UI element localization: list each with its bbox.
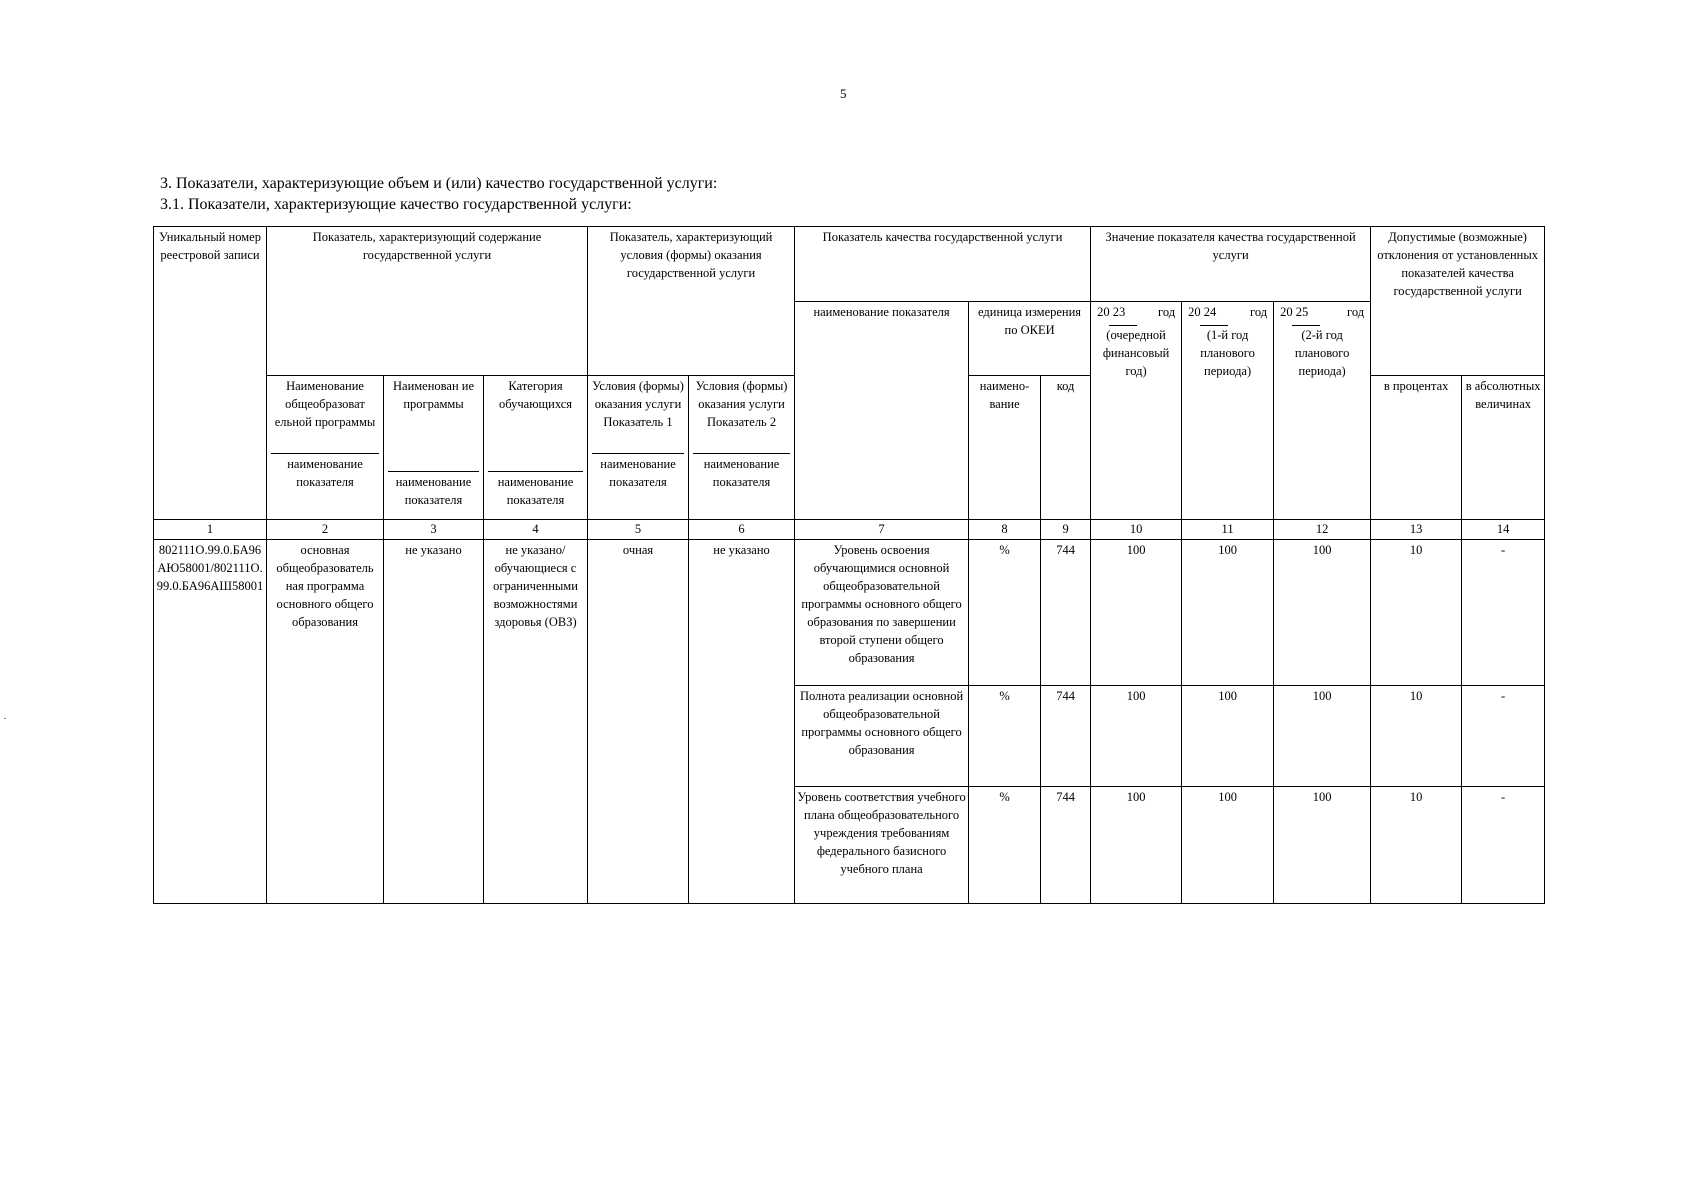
header-year-2025: 20 25 год (2-й год планового периода)	[1274, 301, 1371, 519]
value-2024: 100	[1182, 685, 1274, 786]
col-number: 11	[1182, 519, 1274, 539]
indicator-name: Уровень освоения обучающимися основной общеобразовательной программы основного общего образования по завершении второй ступени общего образования	[795, 539, 969, 685]
deviation-percent: 10	[1371, 685, 1462, 786]
value-2023: 100	[1091, 685, 1182, 786]
unit-value: %	[969, 685, 1041, 786]
header-program: Наименование общеобразоват ельной программы наименование показателя	[267, 375, 384, 519]
header-unique-number: Уникальный номер реестровой записи	[154, 227, 267, 520]
header-value-group: Значение показателя качества государственной услуги	[1091, 227, 1371, 302]
condition-1-value: очная	[588, 539, 689, 903]
header-program-name: Наименован ие программы наименование показателя	[384, 375, 484, 519]
deviation-percent: 10	[1371, 539, 1462, 685]
indicator-name: Уровень соответствия учебного плана общеобразовательного учреждения требованиям федерального базисного учебного плана	[795, 786, 969, 903]
program-value: основная общеобразователь ная программа основного общего образования	[267, 539, 384, 903]
value-2024: 100	[1182, 786, 1274, 903]
header-unit-name: наимено- вание	[969, 375, 1041, 519]
deviation-absolute: -	[1462, 539, 1545, 685]
col-number: 10	[1091, 519, 1182, 539]
value-2025: 100	[1274, 685, 1371, 786]
code-value: 744	[1041, 786, 1091, 903]
col-number: 5	[588, 519, 689, 539]
header-unit: единица измерения по ОКЕИ	[969, 301, 1091, 375]
quality-indicators-table	[153, 226, 1545, 904]
header-deviation-group: Допустимые (возможные) отклонения от установленных показателей качества государственной услуги	[1371, 227, 1545, 302]
header-conditions-group: Показатель, характеризующий условия (формы) оказания государственной услуги	[588, 227, 795, 376]
indicator-name: Полнота реализации основной общеобразовательной программы основного общего образования	[795, 685, 969, 786]
header-percent: в процентах	[1371, 375, 1462, 519]
header-year-2024: 20 24 год (1-й год планового периода)	[1182, 301, 1274, 519]
value-2023: 100	[1091, 786, 1182, 903]
col-number: 6	[689, 519, 795, 539]
header-absolute: в абсолютных величинах	[1462, 375, 1545, 519]
header-deviation-cont	[1371, 301, 1545, 375]
col-number: 2	[267, 519, 384, 539]
value-2023: 100	[1091, 539, 1182, 685]
header-condition-2: Условия (формы) оказания услуги Показатель 2 наименование показателя	[689, 375, 795, 519]
value-2025: 100	[1274, 539, 1371, 685]
col-number: 12	[1274, 519, 1371, 539]
section-heading-3: 3. Показатели, характеризующие объем и (или) качество государственной услуги:	[160, 175, 718, 192]
header-category: Категория обучающихся наименование показателя	[484, 375, 588, 519]
header-condition-1: Условия (формы) оказания услуги Показатель 1 наименование показателя	[588, 375, 689, 519]
margin-mark	[4, 718, 6, 719]
unit-value: %	[969, 539, 1041, 685]
deviation-absolute: -	[1462, 786, 1545, 903]
category-value: не указано/обучающиеся с ограниченными возможностями здоровья (ОВЗ)	[484, 539, 588, 903]
value-2025: 100	[1274, 786, 1371, 903]
header-quality-group: Показатель качества государственной услуги	[795, 227, 1091, 302]
col-number: 1	[154, 519, 267, 539]
header-unit-code: код	[1041, 375, 1091, 519]
value-2024: 100	[1182, 539, 1274, 685]
page-number: 5	[840, 86, 847, 101]
deviation-absolute: -	[1462, 685, 1545, 786]
header-indicator-name: наименование показателя	[795, 301, 969, 519]
program-name-value: не указано	[384, 539, 484, 903]
deviation-percent: 10	[1371, 786, 1462, 903]
code-value: 744	[1041, 685, 1091, 786]
col-number: 8	[969, 519, 1041, 539]
header-content-group: Показатель, характеризующий содержание государственной услуги	[267, 227, 588, 376]
col-number: 4	[484, 519, 588, 539]
col-number: 9	[1041, 519, 1091, 539]
header-year-2023: 20 23 год (очередной финансовый год)	[1091, 301, 1182, 519]
col-number: 14	[1462, 519, 1545, 539]
code-value: 744	[1041, 539, 1091, 685]
unique-number: 802111О.99.0.БА96АЮ58001/802111О.99.0.БА96АШ58001	[154, 539, 267, 903]
unit-value: %	[969, 786, 1041, 903]
col-number: 3	[384, 519, 484, 539]
table-row	[154, 539, 1545, 685]
col-number: 7	[795, 519, 969, 539]
col-number: 13	[1371, 519, 1462, 539]
condition-2-value: не указано	[689, 539, 795, 903]
section-heading-3-1: 3.1. Показатели, характеризующие качество государственной услуги:	[160, 196, 632, 213]
